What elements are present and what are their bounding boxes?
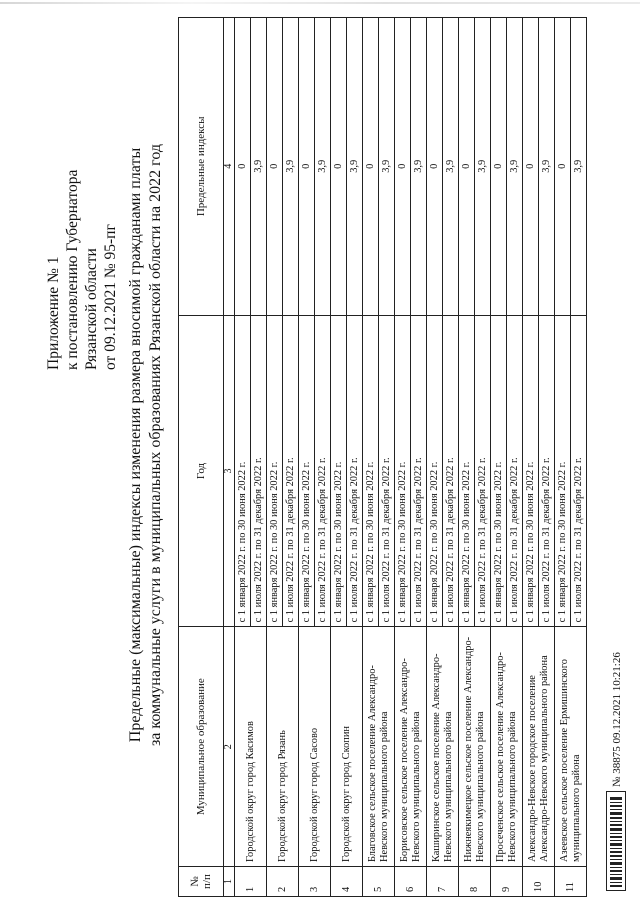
column-number-row (224, 18, 235, 897)
appendix-line: к постановлению Губернатора (64, 169, 81, 370)
appendix-line: Приложение № 1 (45, 256, 62, 370)
index-first-half: 0 (459, 18, 475, 316)
column-number: 2 (224, 627, 235, 867)
period-first-half: с 1 января 2022 г. по 30 июня 2022 г. (235, 315, 251, 627)
column-number: 4 (224, 18, 235, 316)
header-year: Год (179, 315, 224, 627)
column-number: 1 (224, 867, 235, 897)
period-second-half: с 1 июля 2022 г. по 31 декабря 2022 г. (347, 315, 363, 627)
period-first-half: с 1 января 2022 г. по 30 июня 2022 г. (523, 315, 539, 627)
period-first-half: с 1 января 2022 г. по 30 июня 2022 г. (395, 315, 411, 627)
row-number: 8 (459, 867, 491, 897)
row-number: 11 (555, 867, 587, 897)
index-second-half: 3,9 (507, 18, 523, 316)
index-first-half: 0 (491, 18, 507, 316)
index-second-half: 3,9 (571, 18, 587, 316)
header-num: № п/п (179, 867, 224, 897)
period-first-half: с 1 января 2022 г. по 30 июня 2022 г. (459, 315, 475, 627)
period-second-half: с 1 июля 2022 г. по 31 декабря 2022 г. (251, 315, 267, 627)
table-row (523, 18, 539, 897)
row-number: 6 (395, 867, 427, 897)
title-line: Предельные (максимальные) индексы изменения размера вносимой гражданами платы (127, 147, 144, 743)
table-row (267, 18, 283, 897)
municipality-name: Каширинское сельское поселение Александро-Невского муниципального района (427, 627, 459, 867)
municipality-name: Городской округ город Касимов (235, 627, 267, 867)
index-first-half: 0 (363, 18, 379, 316)
table-row (459, 18, 475, 897)
municipality-name: Александро-Невское городское поселение Александро-Невского муниципального района (523, 627, 555, 867)
barcode-icon (606, 791, 626, 891)
municipality-name: Городской округ город Рязань (267, 627, 299, 867)
index-second-half: 3,9 (475, 18, 491, 316)
municipality-name: Азеевское сельское поселение Ермишинского муниципального района (555, 627, 587, 867)
header-municipality: Муниципальное образование (179, 627, 224, 867)
period-second-half: с 1 июля 2022 г. по 31 декабря 2022 г. (411, 315, 427, 627)
row-number: 7 (427, 867, 459, 897)
index-second-half: 3,9 (251, 18, 267, 316)
appendix-line: от 09.12.2021 № 95-пг (102, 224, 119, 370)
index-second-half: 3,9 (539, 18, 555, 316)
index-second-half: 3,9 (443, 18, 459, 316)
indices-table (178, 17, 587, 897)
row-number: 9 (491, 867, 523, 897)
index-second-half: 3,9 (315, 18, 331, 316)
municipality-name: Благовское сельское поселение Александро-Невского муниципального района (363, 627, 395, 867)
table-row (427, 18, 443, 897)
row-number: 1 (235, 867, 267, 897)
column-number: 3 (224, 315, 235, 627)
period-first-half: с 1 января 2022 г. по 30 июня 2022 г. (363, 315, 379, 627)
table-header-row (179, 18, 224, 897)
table-row (235, 18, 251, 897)
index-second-half: 3,9 (411, 18, 427, 316)
row-number: 2 (267, 867, 299, 897)
title-line: за коммунальные услуги в муниципальных образованиях Рязанской области на 2022 год (147, 144, 164, 747)
municipality-name: Просеченское сельское поселение Александро-Невского муниципального района (491, 627, 523, 867)
municipality-name: Городской округ город Скопин (331, 627, 363, 867)
header-index: Предельные индексы (179, 18, 224, 316)
index-first-half: 0 (235, 18, 251, 316)
appendix-line: Рязанской области (83, 248, 100, 370)
period-first-half: с 1 января 2022 г. по 30 июня 2022 г. (299, 315, 315, 627)
table-row (331, 18, 347, 897)
period-first-half: с 1 января 2022 г. по 30 июня 2022 г. (491, 315, 507, 627)
index-first-half: 0 (331, 18, 347, 316)
index-first-half: 0 (523, 18, 539, 316)
period-second-half: с 1 июля 2022 г. по 31 декабря 2022 г. (475, 315, 491, 627)
index-first-half: 0 (395, 18, 411, 316)
municipality-name: Городской округ город Сасово (299, 627, 331, 867)
period-first-half: с 1 января 2022 г. по 30 июня 2022 г. (555, 315, 571, 627)
index-first-half: 0 (555, 18, 571, 316)
index-second-half: 3,9 (379, 18, 395, 316)
table-row (491, 18, 507, 897)
table-body (235, 18, 587, 897)
document-title (126, 105, 166, 785)
period-second-half: с 1 июля 2022 г. по 31 декабря 2022 г. (539, 315, 555, 627)
period-second-half: с 1 июля 2022 г. по 31 декабря 2022 г. (443, 315, 459, 627)
municipality-name: Нижнеякимецкое сельское поселение Александро-Невского муниципального района (459, 627, 491, 867)
period-first-half: с 1 января 2022 г. по 30 июня 2022 г. (331, 315, 347, 627)
municipality-name: Борисовское сельское поселение Александро-Невского муниципального района (395, 627, 427, 867)
row-number: 10 (523, 867, 555, 897)
period-second-half: с 1 июля 2022 г. по 31 декабря 2022 г. (571, 315, 587, 627)
period-second-half: с 1 июля 2022 г. по 31 декабря 2022 г. (507, 315, 523, 627)
index-first-half: 0 (299, 18, 315, 316)
barcode-stamp (606, 791, 626, 891)
row-number: 3 (299, 867, 331, 897)
table-row (395, 18, 411, 897)
index-second-half: 3,9 (283, 18, 299, 316)
table-row (299, 18, 315, 897)
index-first-half: 0 (267, 18, 283, 316)
period-second-half: с 1 июля 2022 г. по 31 декабря 2022 г. (379, 315, 395, 627)
period-first-half: с 1 января 2022 г. по 30 июня 2022 г. (267, 315, 283, 627)
period-second-half: с 1 июля 2022 г. по 31 декабря 2022 г. (283, 315, 299, 627)
document-registration-number: № 38875 09.12.2021 10:21:26 (611, 652, 623, 787)
table-row (555, 18, 571, 897)
index-first-half: 0 (427, 18, 443, 316)
appendix-header (44, 30, 120, 370)
index-second-half: 3,9 (347, 18, 363, 316)
row-number: 4 (331, 867, 363, 897)
row-number: 5 (363, 867, 395, 897)
period-first-half: с 1 января 2022 г. по 30 июня 2022 г. (427, 315, 443, 627)
table-row (363, 18, 379, 897)
period-second-half: с 1 июля 2022 г. по 31 декабря 2022 г. (315, 315, 331, 627)
